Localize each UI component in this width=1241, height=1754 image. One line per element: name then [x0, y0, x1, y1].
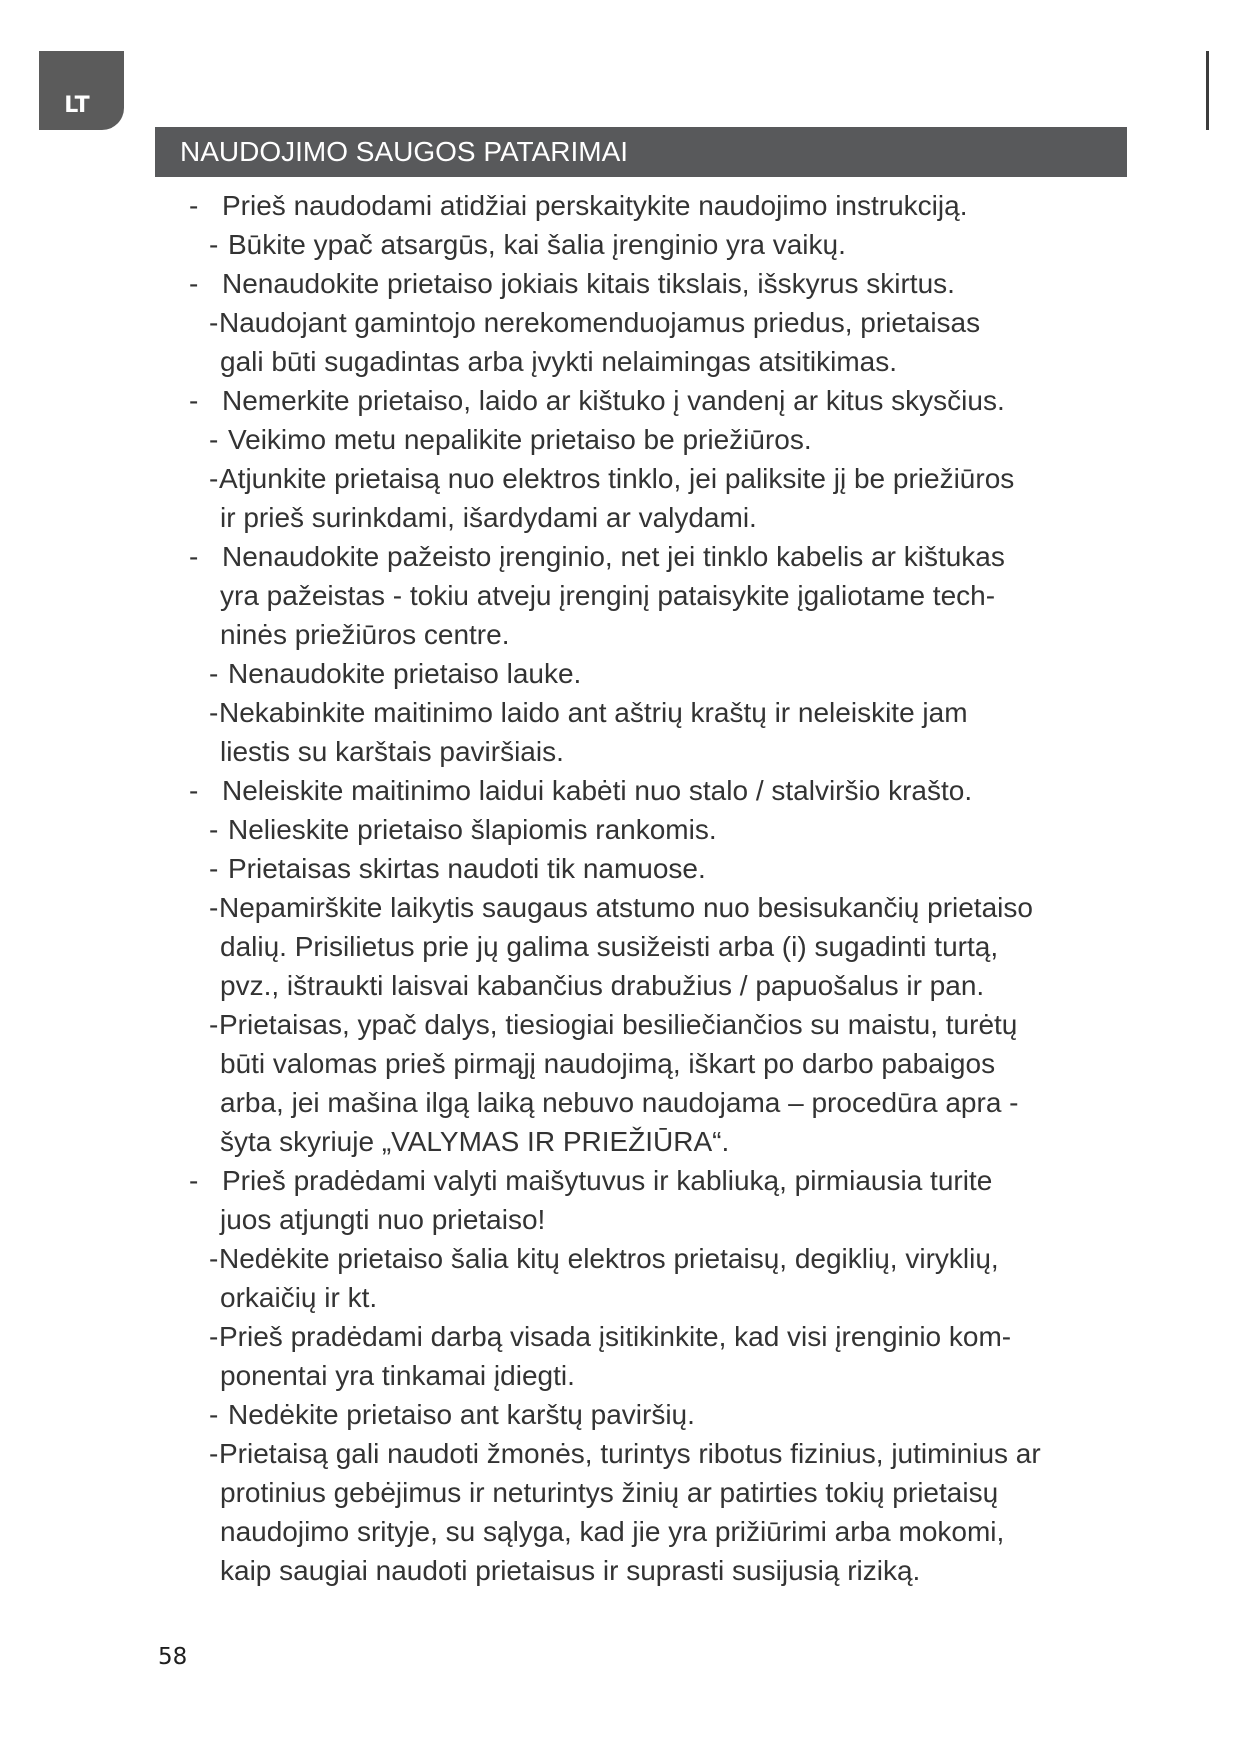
- line-text: Nenaudokite pažeisto įrenginio, net jei tinklo kabelis ar kištukas: [222, 541, 1005, 572]
- line-text: ponentai yra tinkamai įdiegti.: [220, 1360, 575, 1391]
- line-text: šyta skyriuje „VALYMAS IR PRIEŽIŪRA“.: [220, 1126, 730, 1157]
- bullet-dash: -: [209, 229, 219, 260]
- text-line: [0, 381, 1241, 420]
- line-text: Nemerkite prietaiso, laido ar kištuko į vandenį ar kitus skysčius.: [222, 385, 1005, 416]
- text-line: [0, 1434, 1241, 1473]
- text-line: [0, 654, 1241, 693]
- text-line: [0, 1473, 1241, 1512]
- text-line: [0, 264, 1241, 303]
- line-text: Prieš pradėdami darbą visada įsitikinkite, kad visi įrenginio kom-: [219, 1321, 1012, 1352]
- line-text: orkaičių ir kt.: [220, 1282, 378, 1313]
- text-line: [0, 1200, 1241, 1239]
- text-line: [0, 459, 1241, 498]
- line-text: dalių. Prisilietus prie jų galima susižeisti arba (i) sugadinti turtą,: [220, 931, 999, 962]
- line-text: Nenaudokite prietaiso jokiais kitais tikslais, išskyrus skirtus.: [222, 268, 955, 299]
- text-line: [0, 693, 1241, 732]
- line-text: pvz., ištraukti laisvai kabančius drabužius / papuošalus ir pan.: [220, 970, 985, 1001]
- line-text: juos atjungti nuo prietaiso!: [220, 1204, 546, 1235]
- line-text: ninės priežiūros centre.: [220, 619, 510, 650]
- line-text: Veikimo metu nepalikite prietaiso be priežiūros.: [228, 424, 812, 455]
- text-line: [0, 1044, 1241, 1083]
- bullet-dash: -: [189, 190, 199, 221]
- bullet-dash: -: [189, 1165, 199, 1196]
- bullet-dash: -: [209, 697, 219, 728]
- page-edge-rule: [1206, 51, 1209, 130]
- text-line: [0, 810, 1241, 849]
- bullet-dash: -: [209, 463, 219, 494]
- text-line: [0, 420, 1241, 459]
- bullet-dash: -: [189, 268, 199, 299]
- bullet-dash: -: [209, 814, 219, 845]
- text-line: [0, 888, 1241, 927]
- line-text: arba, jei mašina ilgą laiką nebuvo naudojama – procedūra apra -: [220, 1087, 1019, 1118]
- line-text: būti valomas prieš pirmąjį naudojimą, iškart po darbo pabaigos: [220, 1048, 996, 1079]
- bullet-dash: -: [209, 1399, 219, 1430]
- text-line: [0, 537, 1241, 576]
- text-line: [0, 927, 1241, 966]
- text-line: [0, 966, 1241, 1005]
- line-text: Prieš naudodami atidžiai perskaitykite naudojimo instrukciją.: [222, 190, 968, 221]
- bullet-dash: -: [209, 1243, 219, 1274]
- text-line: [0, 1083, 1241, 1122]
- line-text: ir prieš surinkdami, išardydami ar valydami.: [220, 502, 757, 533]
- line-text: Atjunkite prietaisą nuo elektros tinklo, jei paliksite jį be priežiūros: [219, 463, 1015, 494]
- line-text: naudojimo srityje, su sąlyga, kad jie yra prižiūrimi arba mokomi,: [220, 1516, 1005, 1547]
- line-text: Prietaisas skirtas naudoti tik namuose.: [228, 853, 706, 884]
- bullet-dash: -: [189, 775, 199, 806]
- text-line: [0, 1512, 1241, 1551]
- text-line: [0, 1122, 1241, 1161]
- line-text: Naudojant gamintojo nerekomenduojamus priedus, prietaisas: [219, 307, 981, 338]
- line-text: gali būti sugadintas arba įvykti nelaimingas atsitikimas.: [220, 346, 897, 377]
- text-line: [0, 1317, 1241, 1356]
- language-tab: [39, 51, 124, 130]
- text-line: [0, 1161, 1241, 1200]
- line-text: liestis su karštais paviršiais.: [220, 736, 564, 767]
- line-text: Nelieskite prietaiso šlapiomis rankomis.: [228, 814, 717, 845]
- bullet-dash: -: [189, 385, 199, 416]
- text-line: [0, 498, 1241, 537]
- bullet-dash: -: [209, 307, 219, 338]
- bullet-dash: -: [189, 541, 199, 572]
- line-text: Nedėkite prietaiso šalia kitų elektros prietaisų, degiklių, viryklių,: [219, 1243, 999, 1274]
- line-text: yra pažeistas - tokiu atveju įrenginį pataisykite įgaliotame tech-: [220, 580, 996, 611]
- bullet-dash: -: [209, 658, 219, 689]
- text-line: [0, 576, 1241, 615]
- text-line: [0, 732, 1241, 771]
- bullet-dash: -: [209, 1009, 219, 1040]
- bullet-dash: -: [209, 853, 219, 884]
- text-line: [0, 303, 1241, 342]
- line-text: Nenaudokite prietaiso lauke.: [228, 658, 582, 689]
- line-text: Būkite ypač atsargūs, kai šalia įrenginio yra vaikų.: [228, 229, 846, 260]
- bullet-dash: -: [209, 424, 219, 455]
- text-line: [0, 1005, 1241, 1044]
- language-tab-label: LT: [64, 93, 90, 118]
- section-title: NAUDOJIMO SAUGOS PATARIMAI: [180, 136, 629, 167]
- safety-instructions-body: [0, 186, 1241, 1590]
- text-line: [0, 1551, 1241, 1590]
- line-text: Nedėkite prietaiso ant karštų paviršių.: [228, 1399, 695, 1430]
- line-text: kaip saugiai naudoti prietaisus ir suprasti susijusią riziką.: [220, 1555, 921, 1586]
- text-line: [0, 1356, 1241, 1395]
- line-text: Nepamirškite laikytis saugaus atstumo nuo besisukančių prietaiso: [219, 892, 1033, 923]
- bullet-dash: -: [209, 1438, 219, 1469]
- line-text: Prietaisas, ypač dalys, tiesiogiai besiliečiančios su maistu, turėtų: [219, 1009, 1018, 1040]
- bullet-dash: -: [209, 1321, 219, 1352]
- section-header-bar: [155, 127, 1127, 177]
- text-line: [0, 225, 1241, 264]
- line-text: Neleiskite maitinimo laidui kabėti nuo stalo / stalviršio krašto.: [222, 775, 973, 806]
- page-number: 58: [158, 1644, 188, 1670]
- text-line: [0, 849, 1241, 888]
- line-text: Prietaisą gali naudoti žmonės, turintys ribotus fizinius, jutiminius ar: [219, 1438, 1041, 1469]
- bullet-dash: -: [209, 892, 219, 923]
- line-text: protinius gebėjimus ir neturintys žinių ar patirties tokių prietaisų: [220, 1477, 999, 1508]
- text-line: [0, 615, 1241, 654]
- text-line: [0, 1239, 1241, 1278]
- text-line: [0, 186, 1241, 225]
- line-text: Prieš pradėdami valyti maišytuvus ir kabliuką, pirmiausia turite: [222, 1165, 993, 1196]
- text-line: [0, 1278, 1241, 1317]
- text-line: [0, 1395, 1241, 1434]
- text-line: [0, 342, 1241, 381]
- text-line: [0, 771, 1241, 810]
- line-text: Nekabinkite maitinimo laido ant aštrių kraštų ir neleiskite jam: [219, 697, 968, 728]
